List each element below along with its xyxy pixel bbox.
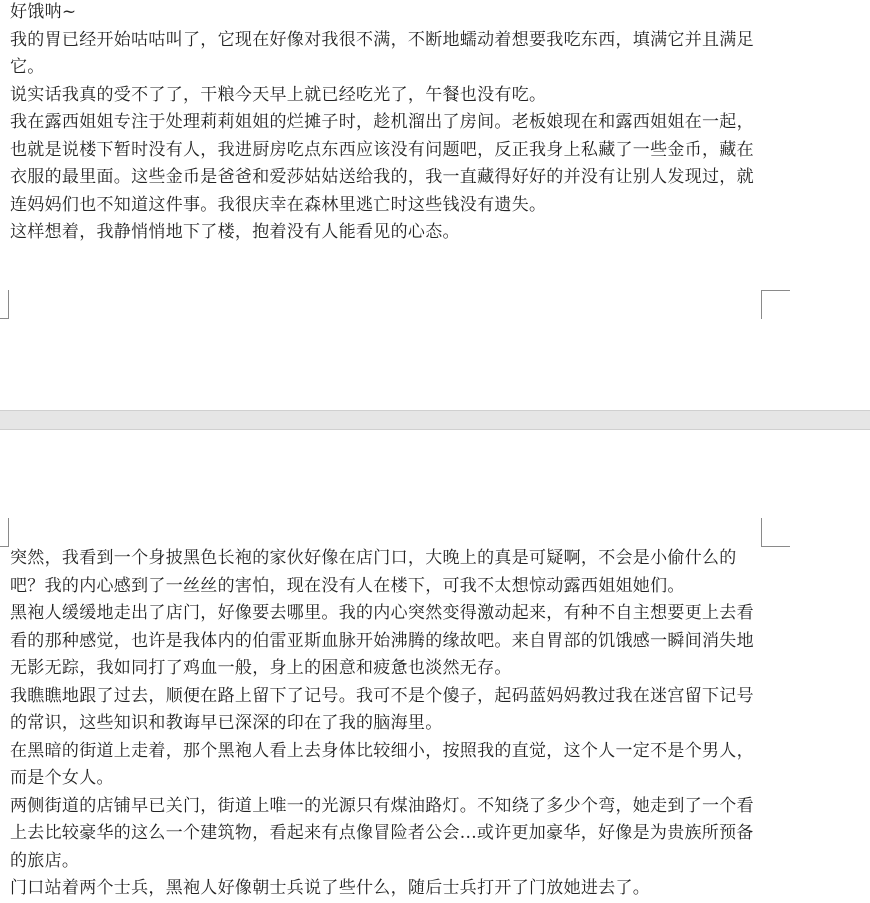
page-break-gap — [0, 410, 870, 430]
paragraph: 在黑暗的街道上走着，那个黑袍人看上去身体比较细小，按照我的直觉，这个人一定不是个男人，而是个女人。 — [10, 740, 754, 788]
paragraph: 两侧街道的店铺早已关门，街道上唯一的光源只有煤油路灯。不知绕了多少个弯，她走到了一个看上去比较豪华的这么一个建筑物，看起来有点像冒险者公会...或许更加豪华，好像是为贵族所预备的旅店。 — [10, 795, 754, 871]
paragraph: 门口站着两个士兵，黑袍人好像朝士兵说了些什么，随后士兵打开了门放她进去了。 — [10, 878, 651, 898]
paragraph: 这样想着，我静悄悄地下了楼，抱着没有人能看见的心态。 — [10, 222, 460, 242]
paragraph: 我瞧瞧地跟了过去，顺便在路上留下了记号。我可不是个傻子，起码蓝妈妈教过我在迷宫留下记号的常识，这些知识和教诲早已深深的印在了我的脑海里。 — [10, 685, 754, 733]
margin-corner-mark-top-right — [761, 518, 790, 547]
margin-corner-mark-bottom-right — [761, 290, 790, 319]
paragraph: 我在露西姐姐专注于处理莉莉姐姐的烂摊子时，趁机溜出了房间。老板娘现在和露西姐姐在一起，也就是说楼下暂时没有人，我进厨房吃点东西应该没有问题吧，反正我身上私藏了一些金币，藏在衣服的最里面。这些金币是爸爸和爱莎姑姑送给我的，我一直藏得好好的并没有让别人发现过，就连妈妈们也不知道这件事。我很庆幸在森林里逃亡时这些钱没有遗失。 — [10, 112, 754, 215]
margin-corner-mark-bottom-left — [0, 290, 9, 319]
paragraph: 好饿呐~ — [10, 2, 77, 22]
paragraph: 我的胃已经开始咕咕叫了，它现在好像对我很不满，不断地蠕动着想要我吃东西，填满它并且满足它。 — [10, 29, 754, 77]
page-1-body — [10, 0, 762, 247]
margin-corner-mark-top-left — [0, 518, 9, 547]
paragraph: 黑袍人缓缓地走出了店门，好像要去哪里。我的内心突然变得激动起来，有种不自主想要更上去看看的那种感觉，也许是我体内的伯雷亚斯血脉开始沸腾的缘故吧。来自胃部的饥饿感一瞬间消失地无影无踪，我如同打了鸡血一般，身上的困意和疲惫也淡然无存。 — [10, 603, 754, 678]
page-2-body — [10, 545, 762, 903]
paragraph: 突然，我看到一个身披黑色长袍的家伙好像在店门口，大晚上的真是可疑啊，不会是小偷什么的吧？我的内心感到了一丝丝的害怕，现在没有人在楼下，可我不太想惊动露西姐姐她们。 — [10, 548, 737, 596]
document-page-2 — [0, 430, 870, 903]
paragraph: 说实话我真的受不了了，干粮今天早上就已经吃光了，午餐也没有吃。 — [10, 84, 547, 105]
document-page-1 — [0, 0, 870, 410]
